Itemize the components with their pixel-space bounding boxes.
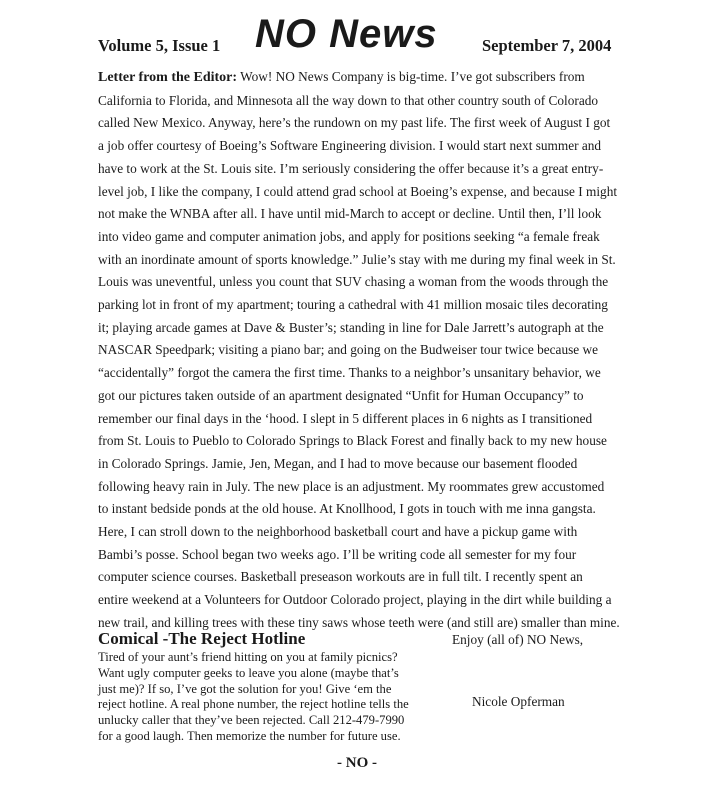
letter-line: parking lot in front of my apartment; touring a cathedral with 41 million mosaic tiles decorating <box>98 297 608 313</box>
letter-line: level job, I like the company, I could attend grad school at Boeing’s expense, and because I might <box>98 183 618 199</box>
letter-line: following heavy rain in July. The new place is an adjustment. My roommates grew accustomed <box>98 478 605 494</box>
letter-line-text: Wow! NO News Company is big-time. I’ve got subscribers from <box>237 69 585 84</box>
comical-line: Tired of your aunt’s friend hitting on you at family picnics? <box>98 650 398 664</box>
letter-line: called New Mexico. Anyway, here’s the rundown on my past life. The first week of August I got <box>98 115 611 131</box>
letter-line: not make the WNBA after all. I have until mid-March to accept or decline. Until then, I’ll look <box>98 206 602 222</box>
comical-line: Want ugly computer geeks to leave you alone (maybe that’s <box>98 665 399 680</box>
comical-body <box>98 650 443 745</box>
letter-line: a job offer courtesy of Boeing’s Software Engineering division. I would start next summer and <box>98 138 602 154</box>
letter-line: got our pictures taken outside of an apartment designated “Unfit for Human Occupancy” to <box>98 387 584 403</box>
comical-title: Comical -The Reject Hotline <box>98 629 306 648</box>
comical-line: unlucky caller that they’ve been rejected. Call 212-479-7990 <box>98 713 405 728</box>
comical-line: just me)? If so, I’ve got the solution for you! Give ‘em the <box>98 681 392 696</box>
letter-line: “accidentally” forgot the camera the first time. Thanks to a neighbor’s unsanitary behavior, we <box>98 365 601 381</box>
letter-line: California to Florida, and Minnesota all the way down to that other country south of Colorado <box>98 92 599 108</box>
letter-line: into video game and computer animation jobs, and apply for positions seeking “a female freak <box>98 228 600 244</box>
letter-line <box>98 66 623 90</box>
comical-line: for a good laugh. Then memorize the number for future use. <box>98 728 401 743</box>
letter-line: remember our final days in the ‘hood. I slept in 5 different places in 6 nights as I transitioned <box>98 410 593 426</box>
letter-line: Here, I can stroll down to the neighborhood basketball court and have a pickup game with <box>98 524 578 540</box>
footer-mark: - NO - <box>337 755 377 771</box>
letter-line: with an inordinate amount of sports knowledge.” Julie’s stay with me during my final week in St. <box>98 251 616 267</box>
comical-line: reject hotline. A real phone number, the reject hotline tells the <box>98 697 409 712</box>
comical-section <box>98 628 443 745</box>
signoff: Enjoy (all of) NO News, <box>452 632 584 647</box>
letter-line: entire weekend at a Volunteers for Outdoor Colorado project, playing in the dirt while building a <box>98 592 612 608</box>
issue-date: September 7, 2004 <box>482 36 612 55</box>
newsletter-title: NO News <box>255 12 438 56</box>
letter-line: have to work at the St. Louis site. I’m seriously considering the offer because it’s a great entry- <box>98 160 604 176</box>
signature: Nicole Opferman <box>472 694 565 709</box>
letter-line: computer science courses. Basketball preseason workouts are in full tilt. I recently spent an <box>98 569 583 585</box>
letter-line: to instant bedside ponds at the old house. At Knollhood, I gots in touch with me inna gangsta. <box>98 501 596 517</box>
letter-heading: Letter from the Editor: <box>98 70 238 85</box>
volume-issue: Volume 5, Issue 1 <box>98 36 221 55</box>
letter-line: Louis was uneventful, unless you count that SUV chasing a woman from the woods through the <box>98 274 609 290</box>
editor-letter <box>98 66 623 635</box>
letter-line: it; playing arcade games at Dave & Buster’s; standing in line for Dale Jarrett’s autograph at the <box>98 319 604 335</box>
letter-line: NASCAR Speedpark; visiting a piano bar; and going on the Budweiser tour twice because we <box>98 342 599 358</box>
letter-line: new trail, and killing trees with these tiny saws whose teeth were (and still are) smaller than mine. <box>98 614 620 630</box>
masthead <box>0 0 714 70</box>
letter-line: Bambi’s posse. School began two weeks ago. I’ll be writing code all semester for my four <box>98 546 577 562</box>
letter-line: in Colorado Springs. Jamie, Jen, Megan, and I had to move because our basement flooded <box>98 455 578 471</box>
letter-line: from St. Louis to Pueblo to Colorado Springs to Black Forest and finally back to my new house <box>98 433 607 449</box>
